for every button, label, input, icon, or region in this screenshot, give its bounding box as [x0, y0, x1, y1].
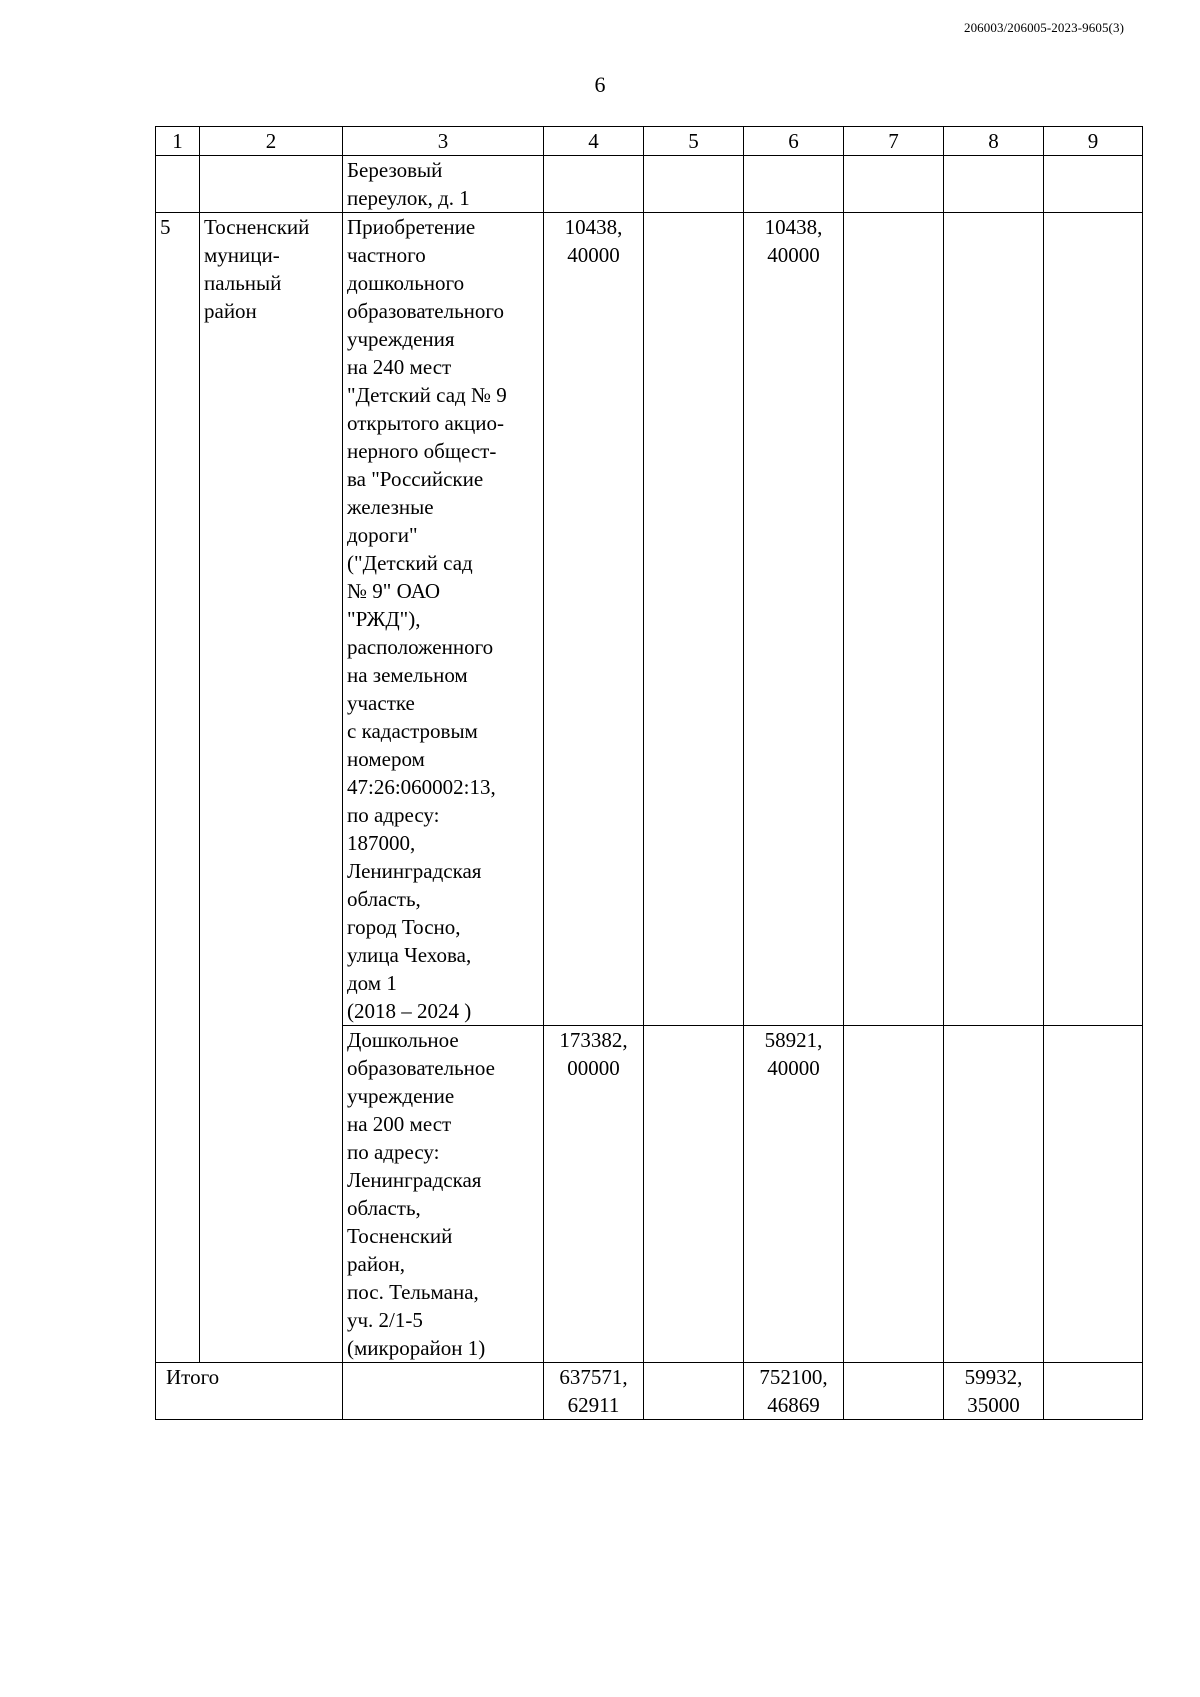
- page-number: 6: [594, 72, 606, 97]
- total-value-cell: 637571, 62911: [544, 1363, 644, 1420]
- table-row: [156, 156, 1143, 213]
- value-cell: [544, 156, 644, 213]
- table-row: [156, 213, 1143, 1026]
- column-header: 5: [644, 127, 744, 156]
- value-cell: [844, 213, 944, 1026]
- value-cell: [944, 213, 1044, 1026]
- value-cell: [1044, 156, 1143, 213]
- total-value-cell: [844, 1363, 944, 1420]
- value-cell: [1044, 1026, 1143, 1363]
- value-cell: [944, 1026, 1044, 1363]
- table-row: [156, 1026, 1143, 1363]
- value-cell: 58921, 40000: [744, 1026, 844, 1363]
- column-header: 3: [343, 127, 544, 156]
- data-table: [155, 126, 1143, 1420]
- document-id: 206003/206005-2023-9605(3): [963, 20, 1124, 35]
- value-cell: [1044, 213, 1143, 1026]
- column-header: 9: [1044, 127, 1143, 156]
- object-description-cell: Березовый переулок, д. 1: [343, 156, 544, 213]
- column-header: 6: [744, 127, 844, 156]
- value-cell: [644, 213, 744, 1026]
- value-cell: [844, 1026, 944, 1363]
- row-number-cell: [156, 1026, 200, 1363]
- district-cell: Тосненский муници- пальный район: [200, 213, 343, 1026]
- column-header: 4: [544, 127, 644, 156]
- value-cell: 10438, 40000: [544, 213, 644, 1026]
- column-header: 8: [944, 127, 1044, 156]
- total-value-cell: [1044, 1363, 1143, 1420]
- row-number-cell: [156, 156, 200, 213]
- total-description-cell: [343, 1363, 544, 1420]
- value-cell: 10438, 40000: [744, 213, 844, 1026]
- value-cell: [644, 156, 744, 213]
- total-value-cell: 752100, 46869: [744, 1363, 844, 1420]
- column-header: 1: [156, 127, 200, 156]
- total-row: [156, 1363, 1143, 1420]
- total-label: Итого: [156, 1363, 343, 1420]
- district-cell: [200, 1026, 343, 1363]
- object-description-cell: Приобретение частного дошкольного образовательного учреждения на 240 мест "Детский сад № 9 открытого акцио- нерного общест- ва "Российские железные дороги" ("Детский сад № 9" ОАО "РЖД"), расположенного на земельном участке с кадастровым номером 47:26:060002:13, по адресу: 187000, Ленинградская область, город Тосно, улица Чехова, дом 1 (2018 – 2024 ): [343, 213, 544, 1026]
- total-value-cell: [644, 1363, 744, 1420]
- column-header: 7: [844, 127, 944, 156]
- column-header-row: [156, 127, 1143, 156]
- value-cell: [944, 156, 1044, 213]
- total-value-cell: 59932, 35000: [944, 1363, 1044, 1420]
- column-header: 2: [200, 127, 343, 156]
- value-cell: [744, 156, 844, 213]
- value-cell: [644, 1026, 744, 1363]
- object-description-cell: Дошкольное образовательное учреждение на 200 мест по адресу: Ленинградская область, Тосненский район, пос. Тельмана, уч. 2/1-5 (микрорайон 1): [343, 1026, 544, 1363]
- district-cell: [200, 156, 343, 213]
- value-cell: 173382, 00000: [544, 1026, 644, 1363]
- value-cell: [844, 156, 944, 213]
- row-number-cell: 5: [156, 213, 200, 1026]
